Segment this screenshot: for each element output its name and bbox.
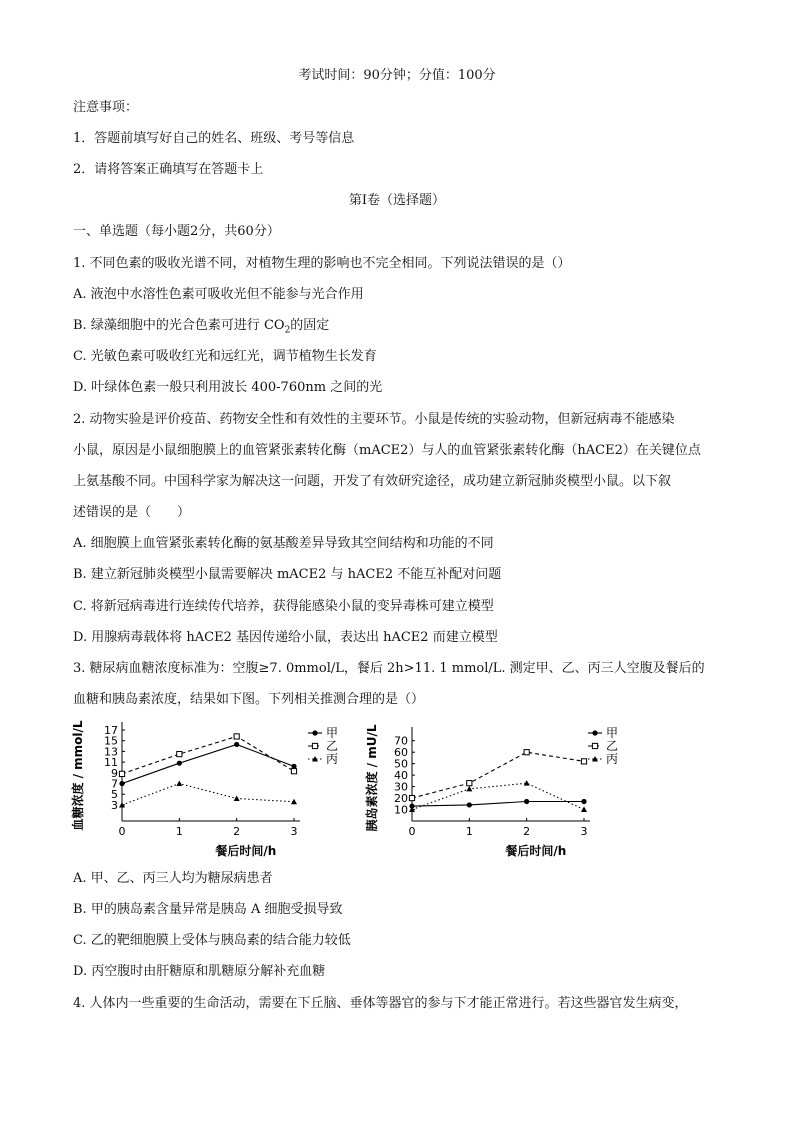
data-point [234,734,239,739]
legend-label: 丙 [606,752,619,766]
legend-label: 丙 [326,752,339,766]
q3-stem-line2: 血糖和胰岛素浓度，结果如下图。下列相关推测合理的是（） [73,692,425,707]
x-tick-label: 2 [233,825,241,838]
legend-label: 乙 [606,739,619,753]
data-point [176,781,182,787]
x-axis-label: 餐后时间/h [505,844,567,858]
q2-stem-line2: 小鼠，原因是小鼠细胞膜上的血管紧张素转化酶（mACE2）与人的血管紧张素转化酶（hACE2）在关键位点 [73,443,701,458]
series-line-甲 [412,802,584,807]
legend-marker [592,730,597,735]
y-tick-label: 5 [111,788,118,802]
data-point [409,795,414,800]
section-heading: 一、单选题（每小题2分，共60分） [73,224,280,239]
q2-option-b: B. 建立新冠肺炎模型小鼠需要解决 mACE2 与 hACE2 不能互补配对问题 [73,567,502,582]
note-1: 1．答题前填写好自己的姓名、班级、考号等信息 [73,131,355,146]
legend-label: 甲 [326,726,339,740]
x-axis-label: 餐后时间/h [215,844,277,858]
q3-charts [70,715,730,865]
y-tick-label: 13 [104,745,118,759]
data-point [234,796,240,802]
legend-marker [592,743,597,748]
q2-option-a: A. 细胞膜上血管紧张素转化酶的氨基酸差异导致其空间结构和功能的不同 [73,536,494,551]
data-point [177,751,182,756]
data-point [524,750,529,755]
y-tick-label: 70 [394,734,408,748]
y-tick-label: 20 [394,792,408,806]
q2-option-c: C. 将新冠病毒进行连续传代培养，获得能感染小鼠的变异毒株可建立模型 [73,599,494,614]
note-2: 2．请将答案正确填写在答题卡上 [73,162,264,177]
y-tick-label: 10 [394,803,408,817]
q3-option-d: D. 丙空腹时由肝糖原和肌糖原分解补充血糖 [73,964,326,979]
y-axis-label: 胰岛素浓度 / mU/L [365,724,379,832]
y-tick-label: 15 [104,734,118,748]
q1-option-b-prefix: B. 绿藻细胞中的光合色素可进行 CO [73,318,285,333]
legend-marker [312,730,317,735]
y-tick-label: 11 [104,756,118,770]
data-point [119,771,124,776]
q3-charts-svg [70,715,730,865]
q1-option-a: A. 液泡中水溶性色素可吸收光但不能参与光合作用 [73,287,364,302]
q2-stem-line3: 上氨基酸不同。中国科学家为解决这一问题，开发了有效研究途径，成功建立新冠肺炎模型小鼠。以下叙 [73,474,672,489]
x-tick-label: 3 [580,825,588,838]
series-line-乙 [412,752,584,798]
q3-stem-line1: 3. 糖尿病血糖浓度标准为：空腹≥7. 0mmol/L，餐后 2h>11. 1 mmol/L. 测定甲、乙、丙三人空腹及餐后的 [73,661,705,676]
data-point [467,802,472,807]
exam-info: 考试时间：90分钟；分值：100分 [298,68,496,83]
y-tick-label: 30 [394,780,408,794]
volume-title: 第I卷（选择题） [348,193,446,208]
data-point [177,761,182,766]
q3-option-a: A. 甲、乙、丙三人均为糖尿病患者 [73,871,273,886]
x-tick-label: 2 [523,825,531,838]
q1-option-b-sub: 2 [284,325,291,336]
data-point [581,759,586,764]
y-tick-label: 7 [111,777,118,791]
data-point [234,742,239,747]
x-tick-label: 3 [290,825,298,838]
x-tick-label: 1 [465,825,473,838]
y-tick-label: 50 [394,757,408,771]
y-tick-label: 60 [394,746,408,760]
data-point [291,799,297,805]
data-point [119,781,124,786]
q1-option-b-suffix: 的固定 [290,318,330,333]
y-tick-label: 40 [394,769,408,783]
series-line-乙 [122,736,294,773]
q1-option-c: C. 光敏色素可吸收红光和远红光，调节植物生长发育 [73,349,377,364]
q2-stem-line4: 述错误的是（ ） [73,505,191,520]
q1-stem: 1. 不同色素的吸收光谱不同，对植物生理的影响也不完全相同。下列说法错误的是（） [73,256,571,271]
x-tick-label: 0 [408,825,416,838]
x-tick-label: 0 [118,825,126,838]
q1-option-b [73,317,329,340]
legend-marker [312,743,317,748]
series-line-丙 [122,784,294,805]
data-point [291,769,296,774]
series-line-甲 [122,744,294,783]
data-point [524,799,529,804]
data-point [467,781,472,786]
q3-option-c: C. 乙的靶细胞膜上受体与胰岛素的结合能力较低 [73,933,351,948]
q2-stem-line1: 2. 动物实验是评价疫苗、药物安全性和有效性的主要环节。小鼠是传统的实验动物，但新冠病毒不能感染 [73,412,675,427]
data-point [581,807,587,813]
data-point [581,799,586,804]
y-axis-label: 血糖浓度 / mmol/L [71,720,85,831]
y-tick-label: 3 [111,798,118,812]
legend-label: 乙 [326,739,339,753]
q3-option-b: B. 甲的胰岛素含量异常是胰岛 A 细胞受损导致 [73,902,343,917]
y-tick-label: 17 [104,724,118,737]
q2-option-d: D. 用腺病毒载体将 hACE2 基因传递给小鼠，表达出 hACE2 而建立模型 [73,630,498,645]
notes-title: 注意事项： [73,100,139,115]
q1-option-d: D. 叶绿体色素一般只利用波长 400-760nm 之间的光 [73,380,383,395]
legend-label: 甲 [606,726,619,740]
data-point [466,786,472,792]
y-tick-label: 9 [111,766,118,780]
q4-stem-line1: 4. 人体内一些重要的生命活动，需要在下丘脑、垂体等器官的参与下才能正常进行。若这些器官发生病变， [73,996,688,1011]
x-tick-label: 1 [175,825,183,838]
